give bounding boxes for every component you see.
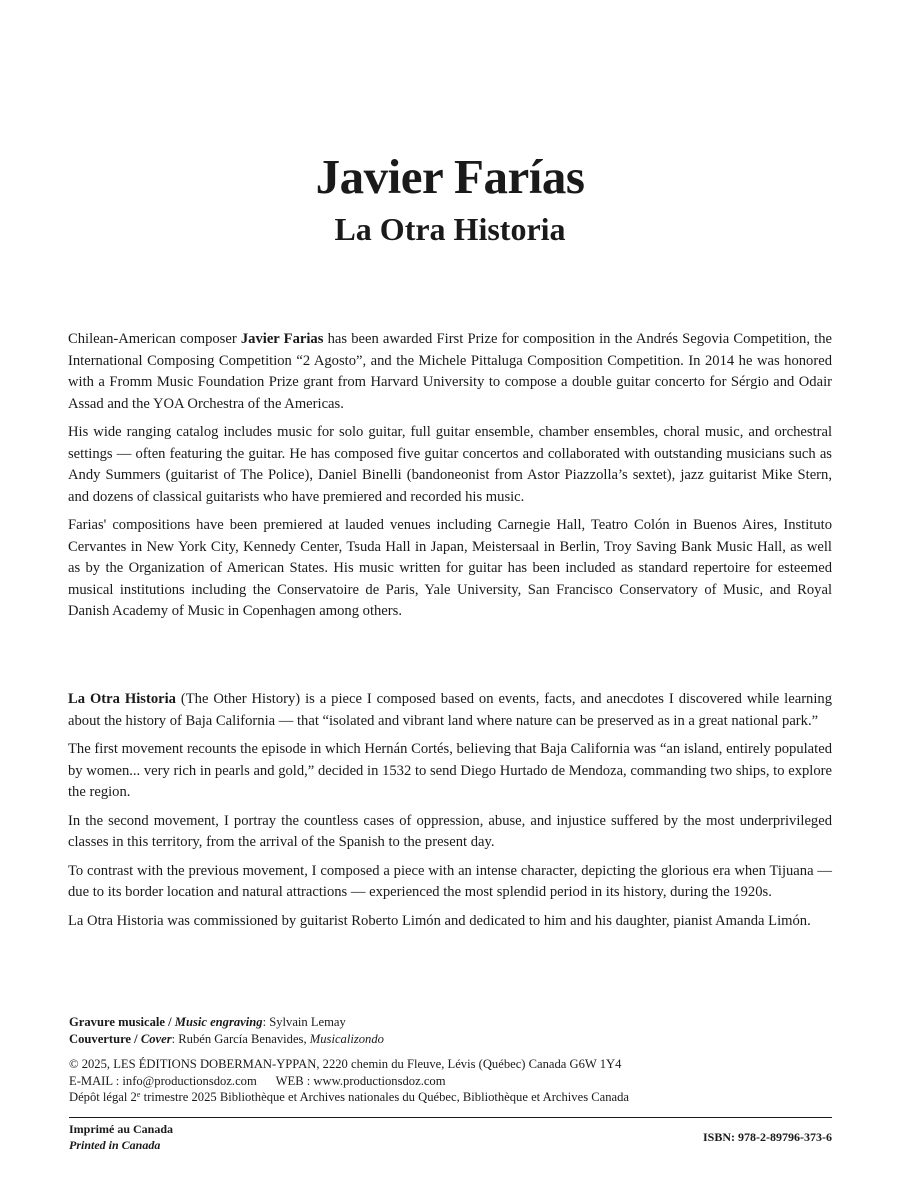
engraving-credit: Gravure musicale / Music engraving: Sylvain Lemay [69, 1015, 346, 1029]
website-address: WEB : www.productionsdoz.com [275, 1073, 446, 1088]
isbn: ISBN: 978-2-89796-373-6 [703, 1130, 832, 1144]
copyright-notice: © 2025, LES ÉDITIONS DOBERMAN-YPPAN, 2220 chemin du Fleuve, Lévis (Québec) Canada G6W 1Y4 [69, 1057, 622, 1071]
composer-name: Javier Farías [315, 149, 585, 204]
printed-in-english: Printed in Canada [69, 1137, 161, 1152]
printed-in-french: Imprimé au Canada [69, 1122, 174, 1136]
notes-paragraph-4: To contrast with the previous movement, I composed a piece with an intense character, depicting the glorious era when Tijuana — due to its border location and natural attractions — experienced the most splendid period in its history, during the 1920s. [68, 862, 832, 900]
work-title: La Otra Historia [334, 211, 566, 247]
notes-paragraph-2: The first movement recounts the episode in which Hernán Cortés, believing that Baja California was “an island, entirely populated by women... very rich in pearls and gold,” decided in 1532 to send Diego Hurtado de Mendoza, commanding two ships, to explore the region. [68, 741, 832, 800]
notes-work-title: La Otra Historia [68, 691, 176, 707]
contact-line [69, 1073, 849, 1090]
bio-paragraph-3: Farias' compositions have been premiered at lauded venues including Carnegie Hall, Teatro Colón in Buenos Aires, Instituto Cervantes in New York City, Kennedy Center, Tsuda Hall in Japan, Meistersaal in Berlin, Troy Saving Bank Music Hall, as well as by the Organization of American States. His music written for guitar has been included as standard repertoire for esteemed musical institutions including the Conservatoire de Paris, Yale University, San Francisco Conservatory of Music, and Royal Danish Academy of Music in Copenhagen among others. [68, 517, 832, 619]
composer-biography [68, 329, 832, 630]
cover-credit: Couverture / Cover: Rubén García Benavides, Musicalizondo [69, 1031, 384, 1046]
program-notes [68, 689, 832, 939]
credits [69, 1014, 849, 1106]
bio-composer-name: Javier Farias [240, 331, 324, 347]
notes-paragraph-1: La Otra Historia (The Other History) is a piece I composed based on events, facts, and anecdotes I discovered while learning about the history of Baja California — that “isolated and vibrant land where nature can be preserved as in a great national park.” [68, 691, 832, 729]
bio-paragraph-1: Chilean-American composer Javier Farias has been awarded First Prize for composition in the Andrés Segovia Competition, the International Composing Competition “2 Agosto”, and the Michele Pittaluga Composition Competition. In 2014 he was honored with a Fromm Music Foundation Prize grant from Harvard University to compose a double guitar concerto for Sérgio and Odair Assad and the YOA Orchestra of the Americas. [68, 331, 832, 412]
legal-deposit: Dépôt légal 2e trimestre 2025 Bibliothèque et Archives nationales du Québec, Bibliothèque et Archives Canada [69, 1090, 630, 1104]
notes-paragraph-5: La Otra Historia was commissioned by guitarist Roberto Limón and dedicated to him and his daughter, pianist Amanda Limón. [68, 912, 811, 929]
email-address: E-MAIL : info@productionsdoz.com [69, 1073, 257, 1088]
bio-paragraph-2: His wide ranging catalog includes music for solo guitar, full guitar ensemble, chamber ensembles, choral music, and orchestral settings — often featuring the guitar. He has composed five guitar concertos and collaborated with outstanding musicians such as Andy Summers (guitarist of The Police), Daniel Binelli (bandoneonist from Astor Piazzolla’s sextet), jazz guitarist Mike Stern, and dozens of classical guitarists who have premiered and recorded his music. [68, 424, 832, 505]
footer-divider [69, 1117, 832, 1118]
printed-in [69, 1122, 173, 1153]
notes-paragraph-3: In the second movement, I portray the countless cases of oppression, abuse, and injustice suffered by the most underprivileged classes in this territory, from the arrival of the Spanish to the present day. [68, 812, 832, 850]
